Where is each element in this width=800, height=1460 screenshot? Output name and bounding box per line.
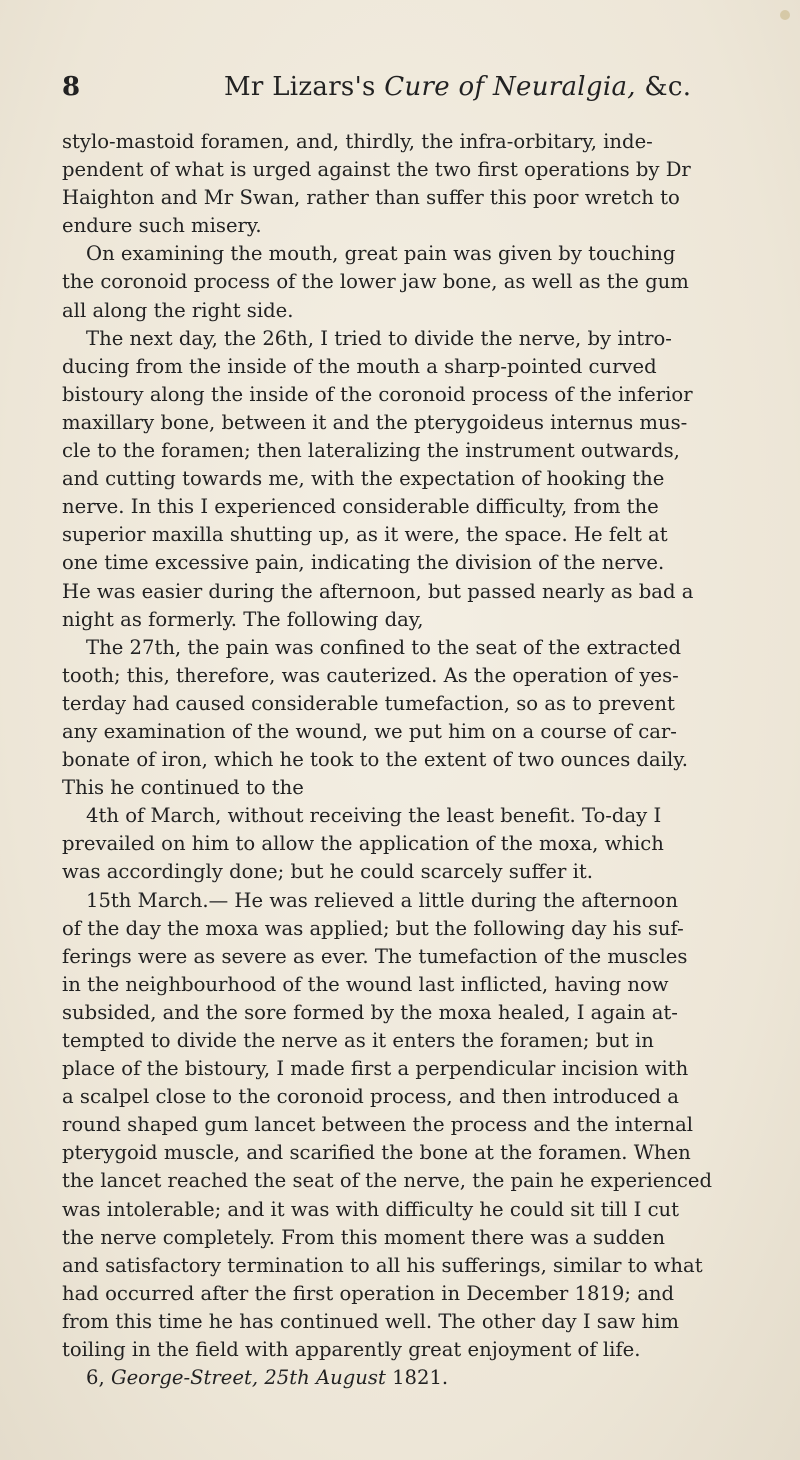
- text-line: Haighton and Mr Swan, rather than suffer this poor wretch to: [62, 186, 680, 210]
- address-number: 6,: [86, 1366, 105, 1390]
- text-line: maxillary bone, between it and the pterygoideus internus mus-: [62, 410, 688, 434]
- address-street: George-Street,: [110, 1366, 259, 1390]
- text-line: from this time he has continued well. The other day I saw him: [62, 1309, 680, 1333]
- text-line: toiling in the field with apparently great enjoyment of life.: [62, 1338, 641, 1362]
- text-line: the nerve completely. From this moment there was a sudden: [62, 1225, 665, 1249]
- text-line: prevailed on him to allow the application of the moxa, which: [62, 832, 664, 856]
- text-line: He was easier during the afternoon, but passed nearly as bad a: [62, 579, 694, 603]
- title-of: of: [458, 72, 485, 102]
- text-line: any examination of the wound, we put him on a course of car-: [62, 719, 677, 743]
- text-line: The next day, the 26th, I tried to divide the nerve, by intro-: [86, 326, 672, 350]
- text-line: round shaped gum lancet between the process and the internal: [62, 1113, 694, 1137]
- text-line: had occurred after the first operation in December 1819; and: [62, 1281, 675, 1305]
- title-prefix: Mr Lizars's: [224, 72, 376, 102]
- text-line: nerve. In this I experienced considerable difficulty, from the: [62, 495, 659, 519]
- title-suffix: &c.: [644, 72, 692, 102]
- text-line: and cutting towards me, with the expectation of hooking the: [62, 467, 665, 491]
- text-line: superior maxilla shutting up, as it were, the space. He felt at: [62, 523, 668, 547]
- text-line: was intolerable; and it was with difficulty he could sit till I cut: [62, 1197, 680, 1221]
- text-line: This he continued to the: [62, 776, 304, 800]
- text-line: cle to the foramen; then lateralizing the instrument outwards,: [62, 439, 680, 463]
- text-line: subsided, and the sore formed by the moxa healed, I again at-: [62, 1000, 678, 1024]
- text-line: 4th of March, without receiving the least benefit. To-day I: [86, 804, 662, 828]
- text-line: in the neighbourhood of the wound last inflicted, having now: [62, 972, 669, 996]
- page-number: 8: [62, 72, 81, 102]
- paper-stain: [780, 10, 790, 20]
- text-line: 15th March.— He was relieved a little during the afternoon: [86, 888, 678, 912]
- text-line: all along the right side.: [62, 298, 294, 322]
- text-line: bistoury along the inside of the coronoid process of the inferior: [62, 382, 693, 406]
- text-line: a scalpel close to the coronoid process, and then introduced a: [62, 1085, 679, 1109]
- text-line: the lancet reached the seat of the nerve, the pain he experienced: [62, 1169, 713, 1193]
- signature-year: 1821.: [392, 1366, 449, 1390]
- body-text: [62, 128, 762, 1392]
- text-line: terday had caused considerable tumefaction, so as to prevent: [62, 691, 675, 715]
- title-cure: Cure: [384, 72, 450, 102]
- text-line: place of the bistoury, I made first a perpendicular incision with: [62, 1057, 689, 1081]
- text-line: ducing from the inside of the mouth a sharp-pointed curved: [62, 354, 657, 378]
- signature-line: [62, 1364, 762, 1392]
- text-line: one time excessive pain, indicating the division of the nerve.: [62, 551, 665, 575]
- text-line: On examining the mouth, great pain was given by touching: [86, 242, 676, 266]
- text-line: pterygoid muscle, and scarified the bone at the foramen. When: [62, 1141, 691, 1165]
- text-line: The 27th, the pain was confined to the seat of the extracted: [86, 635, 682, 659]
- text-line: tooth; this, therefore, was cauterized. As the operation of yes-: [62, 663, 679, 687]
- text-line: and satisfactory termination to all his sufferings, similar to what: [62, 1253, 703, 1277]
- text-line: the coronoid process of the lower jaw bone, as well as the gum: [62, 270, 689, 294]
- text-line: of the day the moxa was applied; but the following day his suf-: [62, 916, 684, 940]
- running-head: [62, 72, 722, 112]
- title-subject: Neuralgia,: [492, 72, 636, 102]
- text-line: bonate of iron, which he took to the extent of two ounces daily.: [62, 748, 688, 772]
- text-line: pendent of what is urged against the two first operations by Dr: [62, 158, 691, 182]
- text-line: endure such misery.: [62, 214, 262, 238]
- text-line: stylo-mastoid foramen, and, thirdly, the infra-orbitary, inde-: [62, 130, 653, 153]
- text-line: was accordingly done; but he could scarcely suffer it.: [62, 860, 593, 884]
- signature-date: 25th August: [264, 1366, 386, 1390]
- text-line: ferings were as severe as ever. The tumefaction of the muscles: [62, 944, 688, 968]
- text-line: night as formerly. The following day,: [62, 607, 424, 631]
- text-line: tempted to divide the nerve as it enters the foramen; but in: [62, 1029, 654, 1052]
- running-title: [224, 72, 691, 102]
